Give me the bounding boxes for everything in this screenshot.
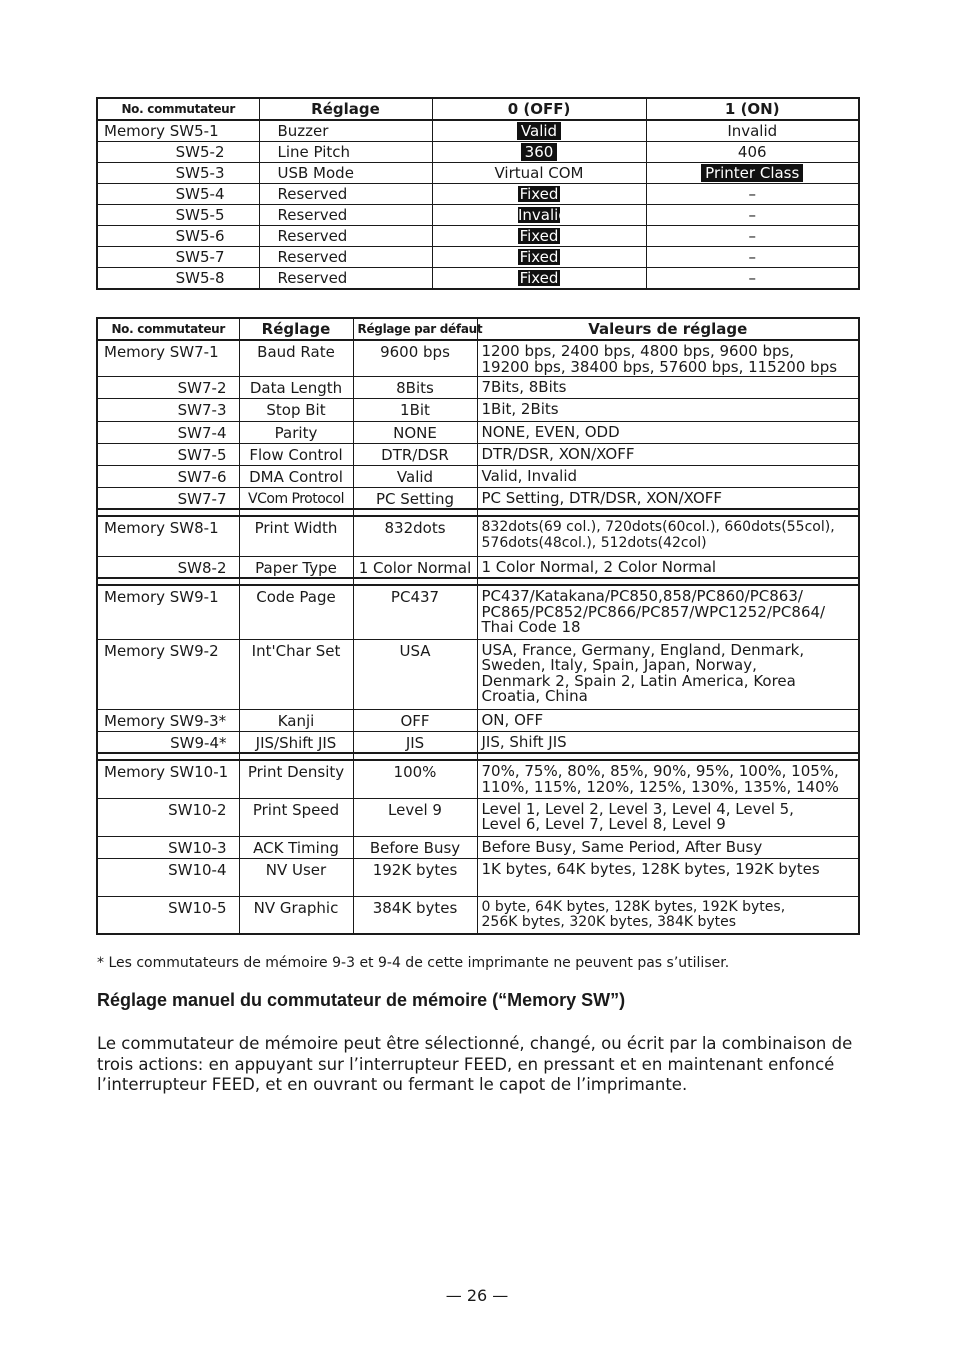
default-value: 8Bits — [353, 376, 477, 398]
separator-cell — [239, 509, 353, 516]
on-value: – — [646, 205, 859, 226]
on-value: – — [646, 268, 859, 290]
separator-cell — [353, 753, 477, 760]
switch-number: SW7-3 — [97, 398, 239, 421]
off-value — [432, 247, 646, 268]
value-line: PC865/PC852/PC866/PC857/WPC1252/PC864/ — [481, 602, 826, 621]
on-value: Invalid — [646, 120, 859, 142]
default-value: 1 Color Normal — [353, 556, 477, 578]
setting-name: JIS/Shift JIS — [239, 731, 353, 753]
value-line: PC437/Katakana/PC850,858/PC860/PC863/ — [481, 587, 803, 605]
section-heading: Réglage manuel du commutateur de mémoire (“Memory SW”) — [97, 990, 626, 1010]
column-header: Réglage — [259, 98, 432, 120]
default-value: 100% — [353, 760, 477, 798]
switch-number: SW5-2 — [97, 142, 259, 163]
setting-name: Reserved — [259, 184, 432, 205]
default-value: Before Busy — [353, 836, 477, 858]
setting-name: NV User — [239, 858, 353, 896]
memory-sw7-10-table — [96, 317, 860, 935]
table-header-row — [97, 98, 859, 120]
setting-name: Data Length — [239, 376, 353, 398]
value-line: 256K bytes, 320K bytes, 384K bytes — [481, 914, 737, 930]
off-value — [432, 184, 646, 205]
switch-number: SW5-6 — [97, 226, 259, 247]
default-value: PC Setting — [353, 487, 477, 509]
switch-number: SW7-5 — [97, 443, 239, 465]
switch-number: SW7-2 — [97, 376, 239, 398]
switch-number: SW7-6 — [97, 465, 239, 487]
setting-name: DMA Control — [239, 465, 353, 487]
default-highlight: Printer Class — [701, 164, 803, 182]
setting-name: Print Density — [239, 760, 353, 798]
on-value: – — [646, 226, 859, 247]
setting-values — [477, 639, 859, 709]
default-value: 1Bit — [353, 398, 477, 421]
switch-number: Memory SW9-3* — [97, 709, 239, 731]
value-line: Denmark 2, Spain 2, Latin America, Korea — [481, 671, 796, 690]
table-row — [97, 836, 859, 858]
setting-values — [477, 465, 859, 487]
table-row — [97, 709, 859, 731]
off-value — [432, 226, 646, 247]
table-row — [97, 268, 859, 290]
switch-number: SW7-7 — [97, 487, 239, 509]
switch-number: SW5-8 — [97, 268, 259, 290]
switch-number: Memory SW5-1 — [97, 120, 259, 142]
value-line: 70%, 75%, 80%, 85%, 90%, 95%, 100%, 105%, — [481, 762, 839, 780]
switch-number: Memory SW9-2 — [97, 639, 239, 709]
table-row — [97, 226, 859, 247]
table-row — [97, 556, 859, 578]
setting-name: Flow Control — [239, 443, 353, 465]
table-row — [97, 142, 859, 163]
table-row — [97, 247, 859, 268]
switch-number: Memory SW10-1 — [97, 760, 239, 798]
value-line: 7Bits, 8Bits — [481, 377, 567, 396]
setting-values — [477, 376, 859, 398]
value-line: 832dots(69 col.), 720dots(60col.), 660dots(55col), — [481, 519, 835, 535]
table-row — [97, 639, 859, 709]
page-number: — 26 — — [445, 1286, 509, 1305]
switch-number: SW5-5 — [97, 205, 259, 226]
switch-number: Memory SW8-1 — [97, 516, 239, 556]
switch-number: SW10-3 — [97, 836, 239, 858]
table-row — [97, 858, 859, 896]
column-header: No. commutateur — [97, 98, 259, 120]
setting-values — [477, 836, 859, 858]
default-highlight: 360 — [521, 143, 558, 161]
off-value — [432, 205, 646, 226]
memory-sw5-table — [96, 97, 860, 290]
column-header: 0 (OFF) — [432, 98, 646, 120]
value-line: NONE, EVEN, ODD — [481, 422, 620, 441]
default-value: 384K bytes — [353, 896, 477, 934]
off-value — [432, 142, 646, 163]
value-line: Before Busy, Same Period, After Busy — [481, 837, 763, 856]
separator-cell — [97, 509, 239, 516]
default-value: 9600 bps — [353, 340, 477, 376]
column-header: Réglage par défaut — [353, 318, 477, 340]
separator-cell — [353, 509, 477, 516]
value-line: 1 Color Normal, 2 Color Normal — [481, 557, 717, 576]
value-line: 0 byte, 64K bytes, 128K bytes, 192K bytes, — [481, 898, 786, 915]
separator-cell — [477, 578, 859, 585]
setting-values — [477, 398, 859, 421]
setting-values — [477, 896, 859, 934]
body-paragraph: Le commutateur de mémoire peut être sélectionné, changé, ou écrit par la combinaison de trois actions: en appuyant sur l’interrupteur FEED, en pressant et en maintenant enfoncé l’interrupteur FEED, et en ouvrant ou fermant le capot de l’imprimante. — [97, 1034, 853, 1094]
value-line: Level 6, Level 7, Level 8, Level 9 — [481, 815, 726, 833]
separator-cell — [353, 578, 477, 585]
setting-values — [477, 798, 859, 836]
separator-cell — [239, 753, 353, 760]
switch-number: SW8-2 — [97, 556, 239, 578]
default-value: 832dots — [353, 516, 477, 556]
column-header: 1 (ON) — [646, 98, 859, 120]
separator-cell — [477, 753, 859, 760]
group-separator — [97, 753, 859, 760]
value-line: Valid, Invalid — [481, 466, 578, 485]
value-line: USA, France, Germany, England, Denmark, — [481, 640, 805, 659]
table-row — [97, 585, 859, 639]
value-line: DTR/DSR, XON/XOFF — [481, 444, 635, 463]
default-value: OFF — [353, 709, 477, 731]
setting-values — [477, 709, 859, 731]
value-line: 1200 bps, 2400 bps, 4800 bps, 9600 bps, — [481, 342, 795, 360]
table-row — [97, 465, 859, 487]
value-line: 1K bytes, 64K bytes, 128K bytes, 192K bytes — [481, 859, 820, 878]
default-value: Level 9 — [353, 798, 477, 836]
setting-name: Reserved — [259, 247, 432, 268]
setting-name: Parity — [239, 421, 353, 443]
switch-number: SW10-2 — [97, 798, 239, 836]
table-row — [97, 443, 859, 465]
group-separator — [97, 509, 859, 516]
setting-name: VCom Protocol — [239, 487, 353, 509]
default-highlight: Valid — [517, 122, 561, 140]
setting-name: Kanji — [239, 709, 353, 731]
table-row — [97, 163, 859, 184]
default-value: 192K bytes — [353, 858, 477, 896]
separator-cell — [477, 509, 859, 516]
switch-number: SW5-7 — [97, 247, 259, 268]
group-separator — [97, 578, 859, 585]
switch-number: SW10-4 — [97, 858, 239, 896]
value-line: Croatia, China — [481, 687, 588, 705]
table-row — [97, 184, 859, 205]
table-row — [97, 421, 859, 443]
default-value: NONE — [353, 421, 477, 443]
setting-name: Paper Type — [239, 556, 353, 578]
table-row — [97, 120, 859, 142]
default-highlight: Fixed — [519, 248, 559, 266]
setting-name: Int'Char Set — [239, 639, 353, 709]
on-value — [646, 163, 859, 184]
table-row — [97, 798, 859, 836]
switch-number: SW5-4 — [97, 184, 259, 205]
value-line: 576dots(48col.), 512dots(42col) — [481, 534, 707, 551]
value-line: ON, OFF — [481, 710, 544, 729]
setting-values — [477, 443, 859, 465]
table-row — [97, 487, 859, 509]
setting-values — [477, 760, 859, 798]
setting-name: Print Speed — [239, 798, 353, 836]
setting-values — [477, 516, 859, 556]
switch-number: SW5-3 — [97, 163, 259, 184]
setting-name: Buzzer — [259, 120, 432, 142]
separator-cell — [97, 578, 239, 585]
off-value — [432, 120, 646, 142]
table-row — [97, 398, 859, 421]
column-header: No. commutateur — [97, 318, 239, 340]
table-row — [97, 896, 859, 934]
setting-values — [477, 421, 859, 443]
table-row — [97, 731, 859, 753]
setting-name: Reserved — [259, 205, 432, 226]
on-value: 406 — [646, 142, 859, 163]
on-value: – — [646, 247, 859, 268]
setting-values — [477, 556, 859, 578]
value-line: JIS, Shift JIS — [481, 732, 567, 751]
setting-name: Line Pitch — [259, 142, 432, 163]
default-value: Valid — [353, 465, 477, 487]
switch-number: SW7-4 — [97, 421, 239, 443]
value-line: 1Bit, 2Bits — [481, 399, 559, 418]
table-row — [97, 760, 859, 798]
setting-name: Baud Rate — [239, 340, 353, 376]
table-row — [97, 376, 859, 398]
setting-name: Code Page — [239, 585, 353, 639]
value-line: 110%, 115%, 120%, 125%, 130%, 135%, 140% — [481, 777, 839, 796]
table-row — [97, 516, 859, 556]
setting-name: NV Graphic — [239, 896, 353, 934]
setting-name: Reserved — [259, 268, 432, 290]
footnote: * Les commutateurs de mémoire 9-3 et 9-4 de cette imprimante ne peuvent pas s’utiliser. — [97, 955, 730, 971]
switch-number: Memory SW7-1 — [97, 340, 239, 376]
column-header: Réglage — [239, 318, 353, 340]
setting-values — [477, 731, 859, 753]
value-line: 19200 bps, 38400 bps, 57600 bps, 115200 bps — [481, 357, 838, 376]
on-value: – — [646, 184, 859, 205]
off-value: Virtual COM — [432, 163, 646, 184]
default-value: JIS — [353, 731, 477, 753]
switch-number: SW10-5 — [97, 896, 239, 934]
column-header: Valeurs de réglage — [477, 318, 859, 340]
default-highlight: Fixed — [519, 269, 559, 287]
value-line: PC Setting, DTR/DSR, XON/XOFF — [481, 488, 723, 507]
table-row — [97, 205, 859, 226]
switch-number: SW9-4* — [97, 731, 239, 753]
switch-number: Memory SW9-1 — [97, 585, 239, 639]
setting-values — [477, 340, 859, 376]
setting-values — [477, 585, 859, 639]
setting-name: USB Mode — [259, 163, 432, 184]
value-line: Level 1, Level 2, Level 3, Level 4, Level 5, — [481, 799, 794, 818]
setting-values — [477, 858, 859, 896]
table-header-row — [97, 318, 859, 340]
default-highlight: Fixed — [519, 227, 559, 245]
setting-name: ACK Timing — [239, 836, 353, 858]
separator-cell — [239, 578, 353, 585]
value-line: Thai Code 18 — [481, 618, 581, 636]
default-highlight: Fixed — [519, 185, 559, 203]
setting-name: Stop Bit — [239, 398, 353, 421]
default-value: DTR/DSR — [353, 443, 477, 465]
value-line: Sweden, Italy, Spain, Japan, Norway, — [481, 656, 757, 674]
table-row — [97, 340, 859, 376]
setting-name: Reserved — [259, 226, 432, 247]
setting-values — [477, 487, 859, 509]
off-value — [432, 268, 646, 290]
default-value: USA — [353, 639, 477, 709]
default-highlight: Invalid — [518, 206, 568, 224]
separator-cell — [97, 753, 239, 760]
default-value: PC437 — [353, 585, 477, 639]
setting-name: Print Width — [239, 516, 353, 556]
